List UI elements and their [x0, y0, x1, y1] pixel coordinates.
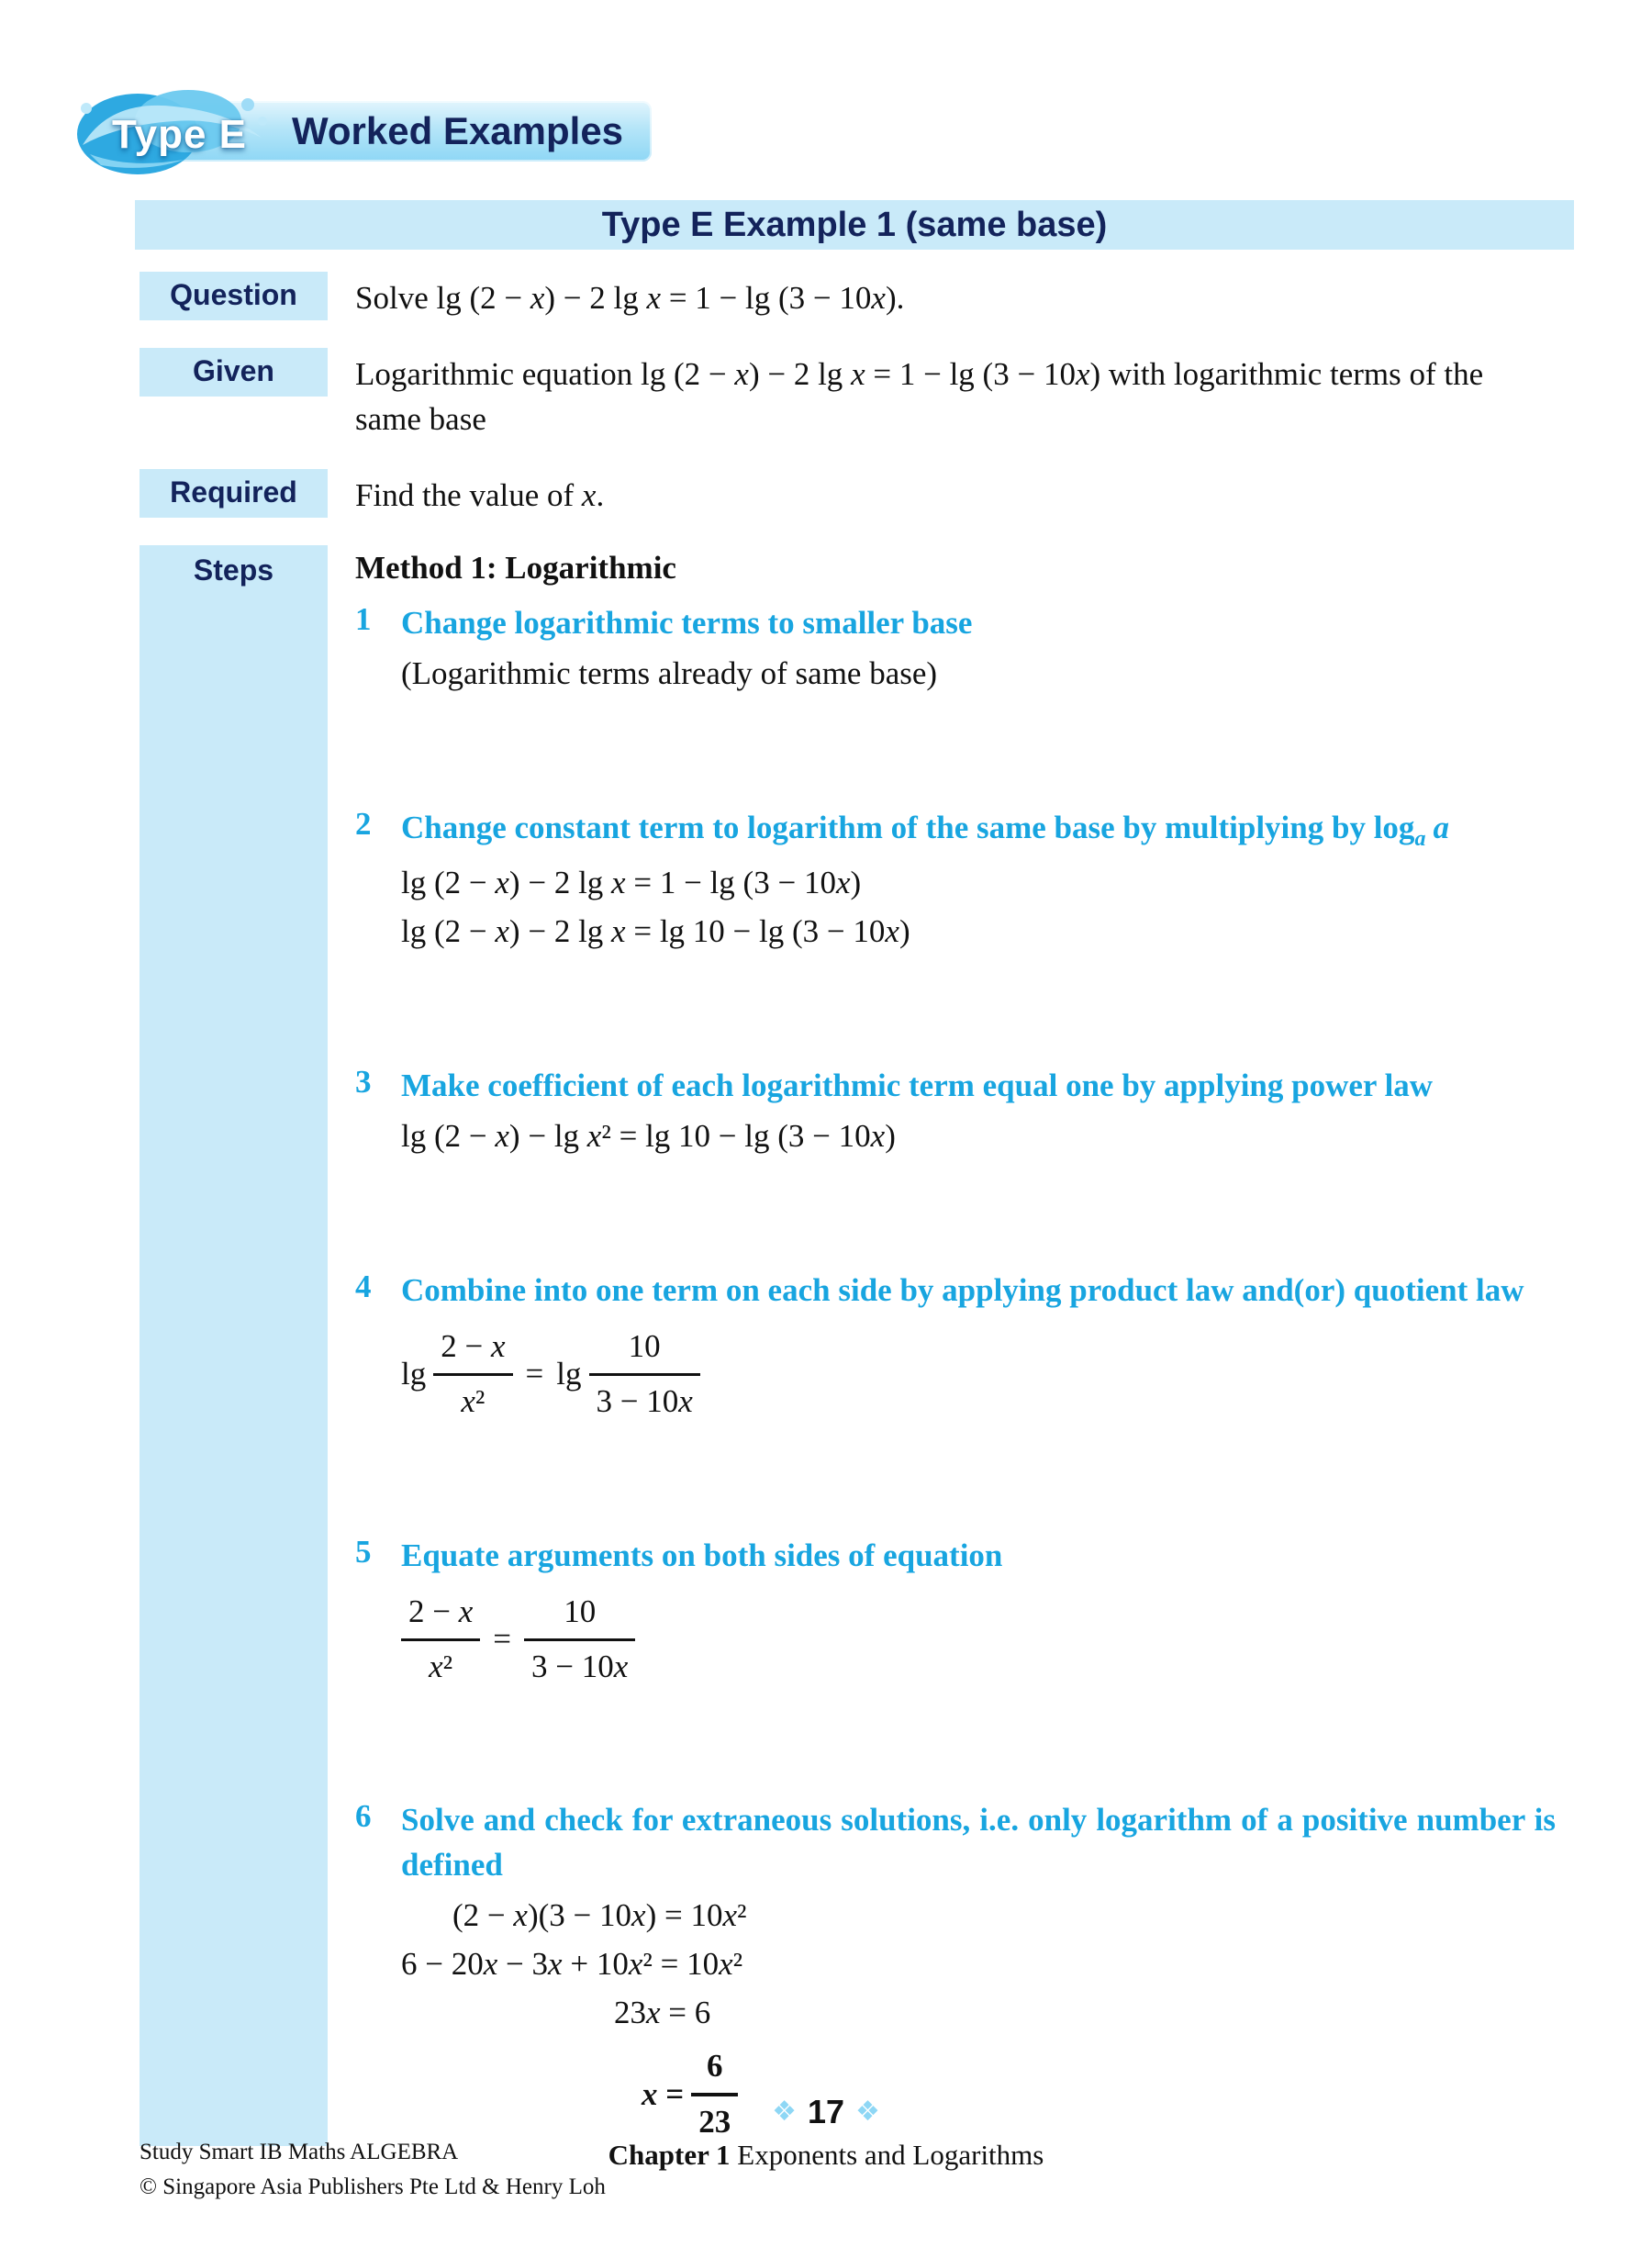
- chapter-line: [0, 2139, 1652, 2172]
- step-heading: Make coefficient of each logarithmic term equal one by applying power law: [401, 1067, 1434, 1103]
- footer-center: [0, 2093, 1652, 2172]
- fraction: [401, 1589, 480, 1691]
- step-heading: Equate arguments on both sides of equation: [401, 1537, 1003, 1573]
- method-title: Method 1: Logarithmic: [355, 550, 676, 587]
- chapter-label: Chapter 1: [608, 2139, 731, 2171]
- equation-line: 23x = 6: [614, 1994, 711, 2030]
- step-5: [355, 1534, 1556, 1691]
- equation-line: lg (2 − x) − 2 lg x = lg 10 − lg (3 − 10x): [401, 913, 910, 950]
- step-note: (Logarithmic terms already of same base): [401, 655, 938, 692]
- steps-label: Steps: [140, 545, 328, 2146]
- step-number: 2: [355, 806, 372, 843]
- numerator: 2 − x: [441, 1328, 506, 1365]
- denominator: x²: [433, 1373, 512, 1425]
- equation-line: lg (2 − x) − lg x² = lg 10 − lg (3 − 10x): [401, 1118, 896, 1155]
- equation-line: (2 − x)(3 − 10x) = 10x²: [452, 1897, 747, 1934]
- fraction: [589, 1324, 700, 1425]
- numerator: 6: [706, 2048, 723, 2085]
- equals-sign: =: [525, 1356, 544, 1392]
- required-label-cell: [140, 469, 328, 518]
- fraction: [524, 1589, 635, 1691]
- equals-sign: =: [493, 1620, 512, 1657]
- step-heading: Combine into one term on each side by applying product law and(or) quotient law: [401, 1271, 1524, 1308]
- example-content: [0, 272, 1652, 2146]
- step-heading: Solve and check for extraneous solutions, i.e. only logarithm of a positive number is defined: [401, 1802, 1556, 1883]
- denominator: 3 − 10x: [524, 1638, 635, 1691]
- imprint-line-1: Study Smart IB Maths ALGEBRA: [140, 2140, 459, 2164]
- required-row: [0, 469, 1652, 518]
- log-base-subscript: a: [1414, 827, 1426, 852]
- numerator: 10: [564, 1593, 597, 1629]
- fraction: [433, 1324, 512, 1425]
- imprint-line-2: © Singapore Asia Publishers Pte Ltd & Henry Loh: [140, 2174, 606, 2199]
- given-row: [0, 348, 1652, 442]
- step-number: 5: [355, 1533, 372, 1570]
- page-number-line: [0, 2093, 1652, 2131]
- steps-row: [0, 545, 1652, 2146]
- numerator: 10: [628, 1328, 661, 1365]
- equation-line: 6 − 20x − 3x + 10x² = 10x²: [401, 1945, 743, 1982]
- step-heading: [401, 806, 1556, 855]
- required-label: Required: [140, 469, 328, 518]
- banner-badge: Type E: [112, 112, 248, 157]
- denominator: 3 − 10x: [589, 1373, 700, 1425]
- equation-with-fractions: [401, 1324, 1556, 1425]
- lg-function: lg: [556, 1356, 582, 1392]
- equation-with-fractions: [401, 1589, 1556, 1691]
- question-label: Question: [140, 272, 328, 320]
- answer-lhs: x =: [642, 2075, 685, 2112]
- step-number: 1: [355, 601, 372, 638]
- page-number: 17: [807, 2093, 845, 2130]
- step-number: 4: [355, 1268, 372, 1304]
- chapter-title: Exponents and Logarithms: [737, 2139, 1044, 2171]
- step-2: [355, 806, 1556, 956]
- given-label: Given: [140, 348, 328, 397]
- given-label-cell: [140, 348, 328, 397]
- lg-function: lg: [401, 1356, 427, 1392]
- question-label-cell: [140, 272, 328, 320]
- given-text: Logarithmic equation lg (2 − x) − 2 lg x = 1 − lg (3 − 10x) with logarithmic terms of the same base: [355, 356, 1484, 437]
- numerator: 2 − x: [408, 1593, 474, 1629]
- log-argument: a: [1433, 810, 1449, 846]
- question-row: [0, 272, 1652, 320]
- section-banner: [83, 92, 688, 176]
- step-number: 6: [355, 1798, 372, 1835]
- question-text: Solve lg (2 − x) − 2 lg x = 1 − lg (3 − 10x).: [355, 280, 905, 316]
- required-text: Find the value of x.: [355, 476, 605, 513]
- step-heading: Change logarithmic terms to smaller base: [401, 605, 973, 642]
- example-title-bar: Type E Example 1 (same base): [135, 200, 1574, 250]
- diamond-ornament-icon: ❖: [855, 2096, 880, 2128]
- denominator: x²: [401, 1638, 480, 1691]
- step-1: [355, 601, 1556, 698]
- equation-line: lg (2 − x) − 2 lg x = 1 − lg (3 − 10x): [401, 865, 862, 901]
- diamond-ornament-icon: ❖: [772, 2096, 797, 2128]
- step-number: 3: [355, 1063, 372, 1100]
- step-heading-text: Change constant term to logarithm of the same base by multiplying by log: [401, 810, 1415, 846]
- steps-content: [355, 545, 1652, 2146]
- banner-title: Worked Examples: [292, 109, 624, 152]
- step-3: [355, 1064, 1556, 1160]
- denominator: 23: [691, 2093, 738, 2146]
- step-4: [355, 1269, 1556, 1425]
